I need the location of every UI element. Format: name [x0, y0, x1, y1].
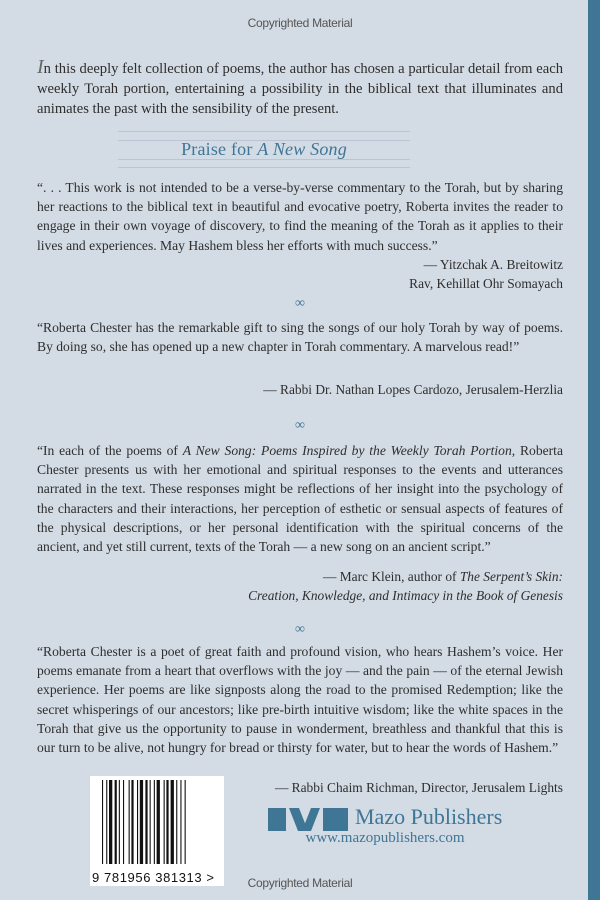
barcode-bar [164, 780, 165, 864]
barcode-bar [106, 780, 107, 864]
barcode-bar [176, 780, 177, 864]
quote-1-attribution: — Yitzchak A. Breitowitz Rav, Kehillat Ohr Somayach [409, 257, 563, 291]
intro-paragraph [37, 57, 563, 119]
copyright-watermark-top: Copyrighted Material [247, 16, 353, 30]
quote-4: “Roberta Chester is a poet of great faith and profound vision, who hears Hashem’s voice. Her poems emanate from a heart that overflows with the joy — and the pain — of the eternal Jewish experience. Her poems are like signposts along the road to the promised Redemption; like the secret whisperings of our ancestors; like pre-birth intuitive wisdom; like the white spaces in the Torah that give us the opportunity to pause in wonderment, breathless and thankful that this is our turn to be alive, not hungry for bread or thirsty for water, but to hear the words of Hashem.” [37, 644, 563, 756]
ornament-icon: ∞ [295, 418, 305, 433]
barcode-bars [102, 780, 212, 864]
barcode-bar [150, 780, 151, 864]
quote-3: “In each of the poems of A New Song: Poems Inspired by the Weekly Torah Portion, Roberta Chester presents us with her emotional and spiritual responses to the events and utterances narrated in the text. These responses might be reflections of her insight into the psychology of the characters and their interactions, her perception of esthetic or sensual aspects of features of the physical descriptions, or her personal identification with the spiritual concerns of the ancient, and yet still current, texts of the Torah — a new song on an ancient script.” [37, 443, 563, 555]
drop-cap: I [37, 56, 44, 78]
barcode-bar [109, 780, 112, 864]
barcode-bar [166, 780, 168, 864]
barcode-bar [131, 780, 133, 864]
barcode-bar [102, 780, 103, 864]
intro-text: n this deeply felt collection of poems, the author has chosen a particular detail from each weekly Torah portion, entertaining a possibility in the biblical text that illuminates and animates the past with the sensibility of the present. [37, 61, 563, 117]
copyright-watermark-bottom: Copyrighted Material [247, 876, 353, 890]
heading-book-title: A New Song [257, 139, 347, 159]
barcode-bar [137, 780, 138, 864]
barcode-bar [140, 780, 143, 864]
barcode-bar [119, 780, 120, 864]
barcode-bar [185, 780, 186, 864]
barcode-bar [171, 780, 174, 864]
barcode-bar [145, 780, 147, 864]
isbn-number: 9 781956 381313 > [92, 870, 215, 885]
publisher-url[interactable]: www.mazopublishers.com [305, 830, 465, 846]
barcode-bar [115, 780, 117, 864]
quote-2: “Roberta Chester has the remarkable gift to sing the songs of our holy Torah by way of poems. By doing so, she has opened up a new chapter in Torah commentary. A marvelous read!” [37, 320, 563, 355]
barcode-bar [123, 780, 124, 864]
barcode-bar [157, 780, 160, 864]
quote-2-attribution: — Rabbi Dr. Nathan Lopes Cardozo, Jerusalem-Herzlia [263, 382, 563, 397]
spine-stripe [588, 0, 600, 900]
heading-prefix: Praise for [181, 139, 258, 159]
barcode-bar [154, 780, 155, 864]
ornament-icon: ∞ [295, 296, 305, 311]
publisher-name: Mazo Publishers [355, 804, 503, 829]
ornament-icon: ∞ [295, 622, 305, 637]
praise-heading [118, 131, 410, 169]
quote-3-attribution: — Marc Klein, author of The Serpent’s Skin: Creation, Knowledge, and Intimacy in the Book of Genesis [248, 569, 563, 603]
publisher-logo-icon [268, 808, 348, 831]
quote-1: “. . . This work is not intended to be a verse-by-verse commentary to the Torah, but by sharing her reactions to the biblical text in beautiful and evocative poetry, Roberta invites the reader to engage in their own voyage of discovery, to find the meaning of the Torah as it applies to their lives and experiences. May Hashem bless her efforts with much success.” [37, 180, 563, 253]
quote-4-attribution: — Rabbi Chaim Richman, Director, Jerusalem Lights [274, 780, 563, 795]
barcode-bar [129, 780, 130, 864]
barcode-bar [180, 780, 181, 864]
isbn-barcode [90, 776, 224, 886]
